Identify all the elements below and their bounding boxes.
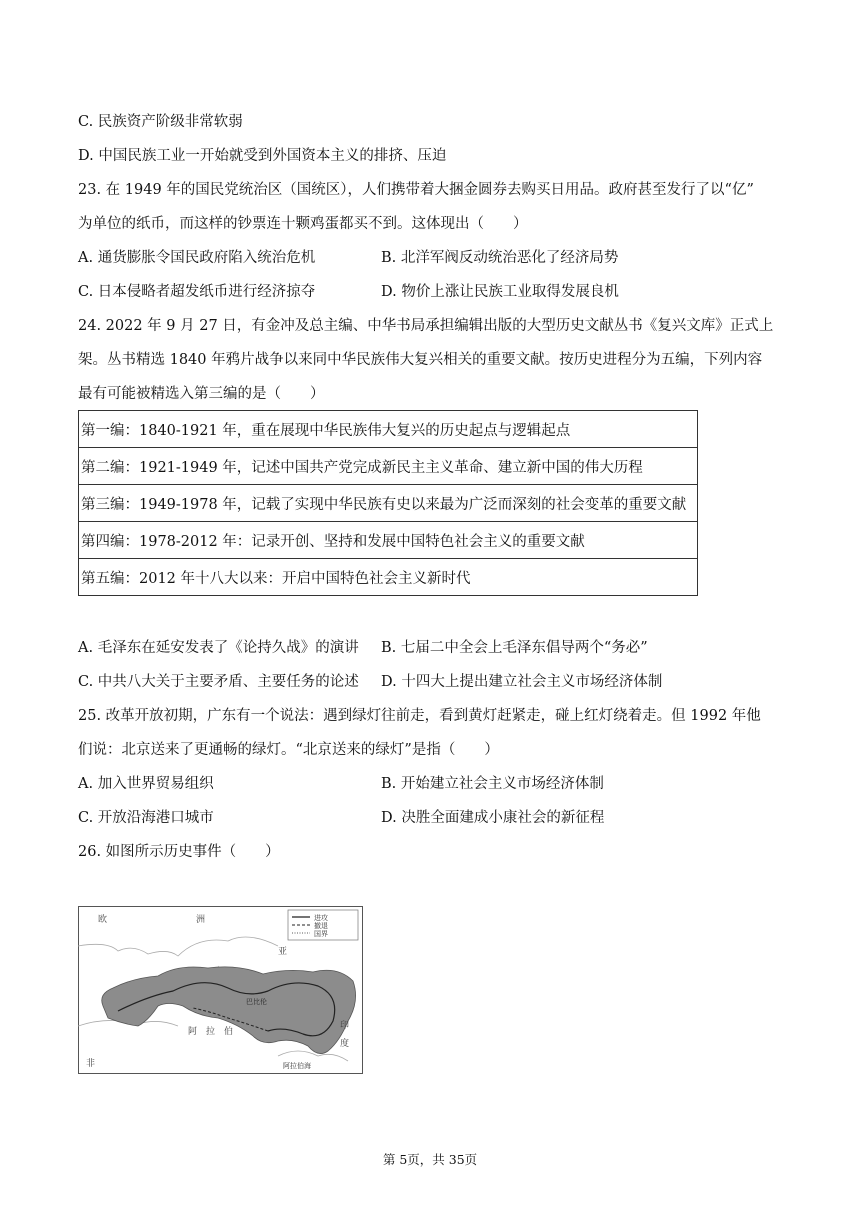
q25-option-a: A. 加入世界贸易组织	[78, 776, 214, 792]
map-label: 非	[86, 1059, 96, 1069]
page-footer: 第 5页，共 35页	[382, 1152, 478, 1167]
table-row	[79, 485, 698, 522]
q24-stem-line2: 架。丛书精选 1840 年鸦片战争以来同中华民族伟大复兴相关的重要文献。按历史进程分为五编，下列内容	[78, 352, 763, 368]
q25-option-d: D. 决胜全面建成小康社会的新征程	[381, 810, 605, 826]
q25-stem-line1: 25. 改革开放初期，广东有一个说法：遇到绿灯往前走，看到黄灯赶紧走，碰上红灯绕着走。但 1992 年他	[78, 708, 761, 724]
map-label: 伯	[224, 1027, 234, 1037]
editions-table	[78, 410, 698, 596]
table-row	[79, 448, 698, 485]
table-row	[79, 522, 698, 559]
map-label: 巴比伦	[246, 998, 267, 1006]
table-row	[79, 411, 698, 448]
map-label: 拉	[206, 1027, 216, 1037]
map-label: 阿	[188, 1027, 198, 1037]
alexander-campaign-map	[78, 906, 363, 1074]
q25-option-c: C. 开放沿海港口城市	[78, 810, 214, 826]
q24-stem-line1: 24. 2022 年 9 月 27 日，有金冲及总主编、中华书局承担编辑出版的大型历史文献丛书《复兴文库》正式上	[78, 318, 774, 334]
q24-option-a: A. 毛泽东在延安发表了《论持久战》的演讲	[78, 640, 359, 656]
map-label: 洲	[196, 915, 206, 925]
q23-option-d: D. 物价上涨让民族工业取得发展良机	[381, 284, 619, 300]
legend-advance: 进攻	[314, 914, 328, 922]
map-label: 度	[340, 1039, 350, 1049]
map-label: 阿拉伯海	[283, 1062, 311, 1070]
q23-option-c: C. 日本侵略者超发纸币进行经济掠夺	[78, 284, 316, 300]
map-label: 欧	[98, 915, 108, 925]
table-cell: 第三编：1949-1978 年，记载了实现中华民族有史以来最为广泛而深刻的社会变革的重要文献	[79, 485, 698, 522]
q24-option-d: D. 十四大上提出建立社会主义市场经济体制	[381, 674, 663, 690]
legend-retreat: 撤退	[314, 922, 328, 930]
q23-stem-line1: 23. 在 1949 年的国民党统治区（国统区），人们携带着大捆金圆券去购买日用品。政府甚至发行了以“亿”	[78, 182, 754, 198]
table-cell: 第五编：2012 年十八大以来：开启中国特色社会主义新时代	[79, 559, 698, 596]
q26-stem: 26. 如图所示历史事件（ ）	[78, 844, 280, 860]
q23-option-a: A. 通货膨胀令国民政府陷入统治危机	[78, 250, 316, 266]
option-d-prev: D. 中国民族工业一开始就受到外国资本主义的排挤、压迫	[78, 148, 447, 164]
option-c-prev: C. 民族资产阶级非常软弱	[78, 114, 243, 130]
table-cell: 第一编：1840-1921 年，重在展现中华民族伟大复兴的历史起点与逻辑起点	[79, 411, 698, 448]
q25-option-b: B. 开始建立社会主义市场经济体制	[381, 776, 604, 792]
map-label: 亚	[278, 947, 288, 957]
table-cell: 第二编：1921-1949 年，记述中国共产党完成新民主主义革命、建立新中国的伟大历程	[79, 448, 698, 485]
map-label: 印	[340, 1021, 350, 1031]
q23-option-b: B. 北洋军阀反动统治恶化了经济局势	[381, 250, 619, 266]
q24-option-c: C. 中共八大关于主要矛盾、主要任务的论述	[78, 674, 359, 690]
q24-option-b: B. 七届二中全会上毛泽东倡导两个“务必”	[381, 640, 648, 656]
table-row	[79, 559, 698, 596]
legend-border: 国界	[314, 930, 328, 938]
q25-stem-line2: 们说：北京送来了更通畅的绿灯。“北京送来的绿灯”是指（ ）	[78, 742, 499, 758]
table-cell: 第四编：1978-2012 年：记录开创、坚持和发展中国特色社会主义的重要文献	[79, 522, 698, 559]
q24-stem-line3: 最有可能被精选入第三编的是（ ）	[78, 386, 325, 402]
q23-stem-line2: 为单位的纸币，而这样的钞票连十颗鸡蛋都买不到。这体现出（ ）	[78, 216, 528, 232]
